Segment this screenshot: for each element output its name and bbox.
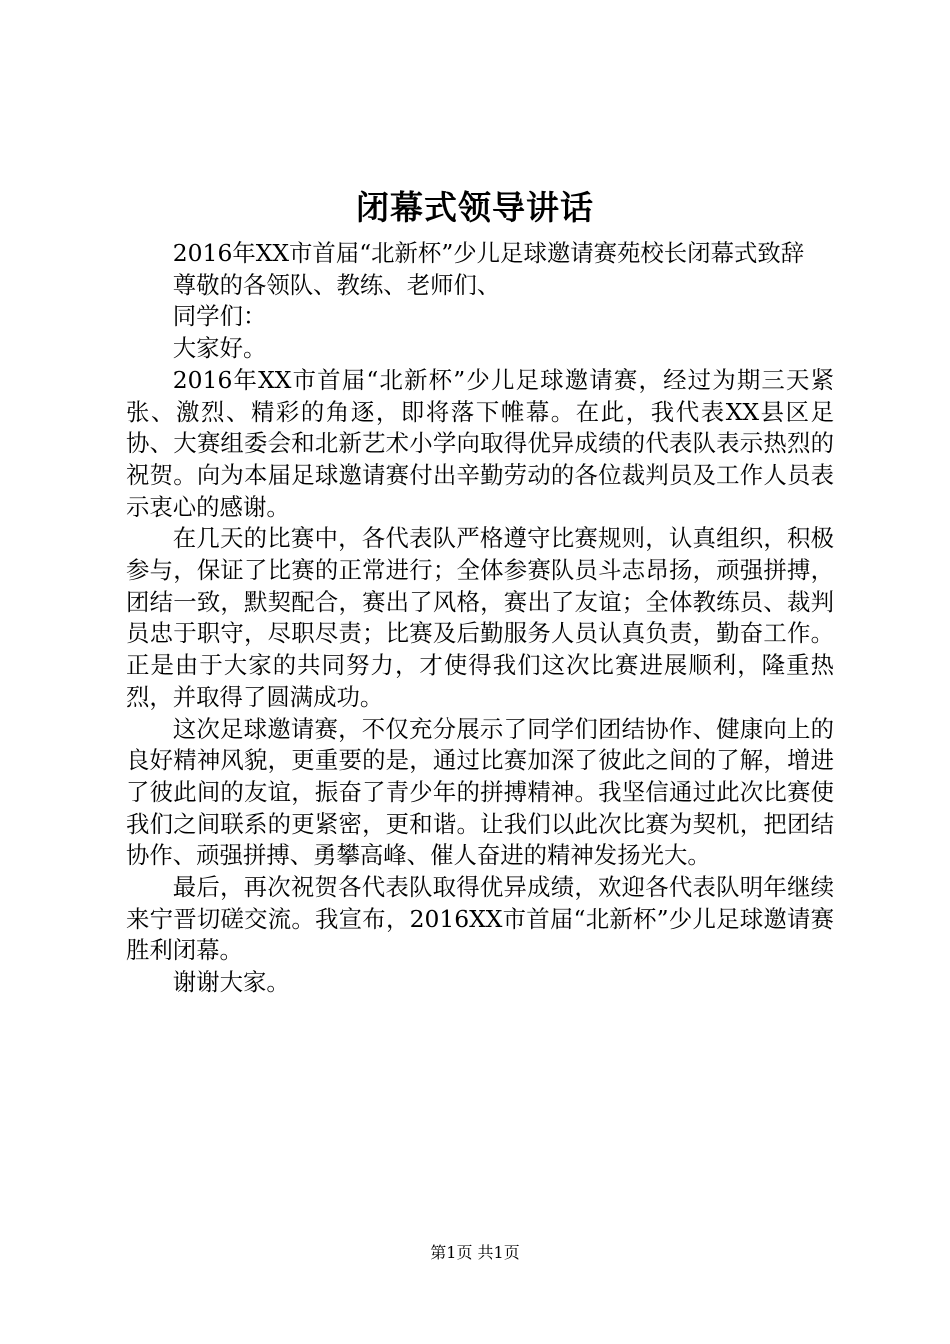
paragraph-significance: 这次足球邀请赛，不仅充分展示了同学们团结协作、健康向上的良好精神风貌，更重要的是，通过比赛加深了彼此之间的了解，增进了彼此间的友谊，振奋了青少年的拼搏精神。我坚信通过此次比赛使我们之间联系的更紧密，更和谐。让我们以此次比赛为契机，把团结协作、顽强拼搏、勇攀高峰、催人奋进的精神发扬光大。: [126, 714, 834, 870]
paragraph-heading: 2016年XX市首届“北新杯”少儿足球邀请赛苑校长闭幕式致辞: [172, 239, 805, 267]
document-title: 闭幕式领导讲话: [356, 188, 594, 227]
document-body: [126, 238, 834, 999]
page-number-footer: 第1页 共1页: [430, 1243, 520, 1262]
paragraph-opening: 2016年XX市首届“北新杯”少儿足球邀请赛，经过为期三天紧张、激烈、精彩的角逐，即将落下帷幕。在此，我代表XX县区足协、大赛组委会和北新艺术小学向取得优异成绩的代表队表示热烈的祝贺。向为本届足球邀请赛付出辛勤劳动的各位裁判员及工作人员表示衷心的感谢。: [126, 365, 834, 521]
paragraph-thanks: 谢谢大家。: [172, 968, 290, 997]
paragraph-salutation-students: 同学们：: [172, 302, 267, 331]
paragraph-review: 在几天的比赛中，各代表队严格遵守比赛规则，认真组织，积极参与，保证了比赛的正常进行；全体参赛队员斗志昂扬，顽强拼搏，团结一致，默契配合，赛出了风格，赛出了友谊；全体教练员、裁判员忠于职守，尽职尽责；比赛及后勤服务人员认真负责，勤奋工作。正是由于大家的共同努力，才使得我们这次比赛进展顺利，隆重热烈，并取得了圆满成功。: [126, 524, 834, 711]
paragraph-salutation: 尊敬的各领队、教练、老师们、: [172, 270, 501, 299]
paragraph-greeting: 大家好。: [172, 334, 267, 363]
paragraph-closing: 最后，再次祝贺各代表队取得优异成绩，欢迎各代表队明年继续来宁晋切磋交流。我宣布，2016XX市首届“北新杯”少儿足球邀请赛胜利闭幕。: [126, 873, 834, 965]
